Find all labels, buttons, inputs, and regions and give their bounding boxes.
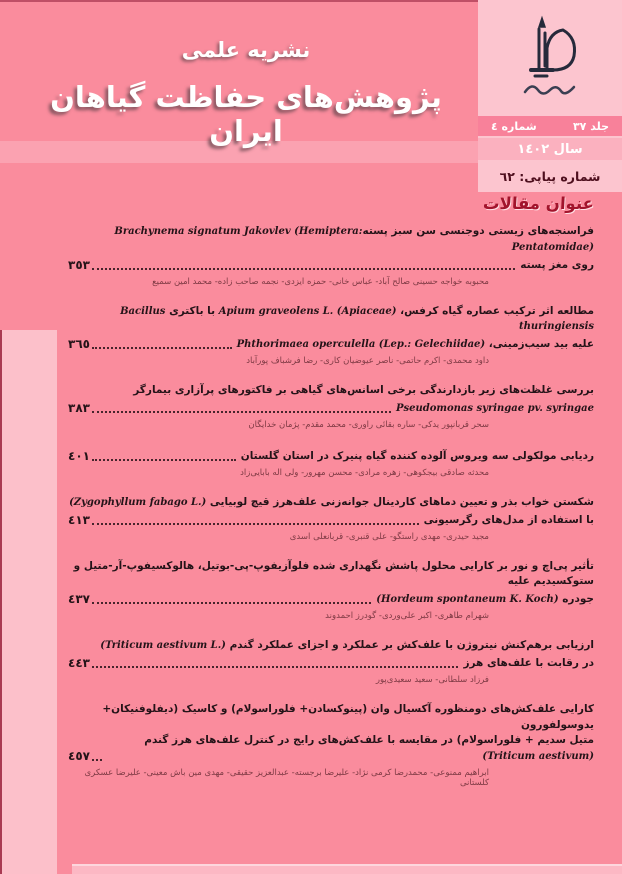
article-entry: [68, 495, 594, 542]
article-title-text: [100, 638, 594, 654]
latin-species-name: (Triticum aestivum L.): [100, 640, 226, 651]
article-title-text: [68, 304, 594, 336]
article-entry: [68, 447, 594, 478]
latin-species-name: Bacillus thuringiensis: [120, 305, 594, 333]
article-title-line: [68, 733, 594, 765]
article-entry: [68, 304, 594, 367]
authors-line: مجید حیدری- مهدی راستگو- علی قنبری- قربانعلی اسدی: [289, 531, 489, 542]
page-number: ٣٦٥: [68, 337, 90, 351]
page-number: ٣٥٣: [68, 257, 90, 272]
latin-species-name: Brachynema signatum Jakovlev (Hemiptera: Pentatomidae): [114, 226, 594, 253]
article-title-text: [463, 656, 594, 672]
page-number: ٤٥٧: [68, 748, 90, 763]
article-entry: [68, 638, 594, 685]
article-title-line: [68, 304, 594, 336]
year-band: [478, 138, 622, 160]
latin-species-name: (Zygophyllum fabago L.): [69, 496, 207, 508]
persian-title-run: علیه بید سیب‌زمینی،: [485, 338, 594, 351]
article-title-text: [68, 559, 594, 591]
page-number: ٤٤٣: [68, 655, 90, 670]
volume-issue-band: [478, 116, 622, 136]
article-title-line: [68, 559, 594, 591]
dotted-leader: [92, 523, 419, 525]
article-entry: [68, 383, 594, 430]
article-title-text: [133, 383, 594, 399]
issue-label: شماره ٤: [491, 119, 537, 133]
article-title-line: [68, 638, 594, 654]
article-title-line: [68, 383, 594, 399]
dotted-leader: [92, 666, 458, 668]
toc-heading: عنوان مقالات: [482, 194, 594, 213]
dotted-leader: [92, 759, 102, 761]
authors-line: فرزاد سلطانی- سعید سعیدی‌پور: [375, 674, 489, 685]
article-title-line: [68, 511, 594, 529]
journal-type-label: نشریه علمی: [181, 38, 311, 62]
article-entry: [68, 224, 594, 287]
persian-title-run: جودره: [558, 593, 594, 606]
left-edge-line: [0, 330, 2, 874]
latin-species-name: Phthorimaea operculella (Lep.: Gelechiidae): [236, 339, 486, 351]
persian-title-run: کارایی علف‌کش‌های دومنظوره آکسیال وان (پینوکسادن+ فلوراسولام) و کاسیک (دیفلوفنیکان+ یدوسولفورون: [102, 702, 594, 731]
article-title-line: [68, 590, 594, 608]
persian-title-run: روی مغز پسته: [520, 258, 594, 271]
dotted-leader: [92, 459, 236, 461]
dotted-leader: [92, 268, 515, 270]
year-label: سال ١٤٠٢: [517, 141, 583, 157]
left-decor-strip: [2, 330, 57, 874]
authors-line: سحر قربانپور یدکی- ساره بقائی راوری- محمد مقدم- پژمان خدایگان: [248, 419, 489, 430]
latin-species-name: (Hordeum spontaneum K. Koch): [376, 594, 559, 606]
article-title-line: [68, 495, 594, 511]
persian-title-run: تأثیر پی‌اچ و نور بر کارایی محلول پاشش نگهداری شده فلوآزیفوپ-پی-بوتیل، هالوکسیفوپ-آر-متیل و ستوکسیدیم علیه: [73, 559, 594, 588]
persian-title-run: شکستن خواب بذر و تعیین دماهای کاردینال جوانه‌زنی علف‌هرز قیچ لوبیایی: [206, 495, 594, 508]
journal-title: پژوهش‌های حفاظت گیاهان ایران: [50, 80, 442, 148]
page-number: ٤٣٧: [68, 592, 90, 606]
article-list: [68, 224, 594, 788]
dotted-leader: [92, 347, 232, 349]
persian-title-run: بررسی غلظت‌های زیر بازدارندگی برخی اسانس‌های گیاهی بر فاکتورهای پرآزاری بیمارگر: [133, 384, 594, 396]
article-title-text: [69, 495, 594, 511]
university-logo-icon: [478, 0, 622, 116]
authors-line: شهرام طاهری- اکبر علی‌وردی- گودرز احمدوند: [325, 611, 489, 621]
volume-label: جلد ٣٧: [572, 119, 609, 133]
page-number: ٣٨٣: [68, 400, 90, 415]
dotted-leader: [92, 602, 371, 604]
article-title-line: [68, 447, 594, 465]
persian-title-run: ردیابی مولکولی سه ویروس آلوده کننده گیاه پنیرک در استان گلستان: [240, 450, 594, 462]
latin-species-name: Pseudomonas syringae pv. syringae: [395, 403, 594, 414]
article-title-text: [68, 702, 594, 734]
authors-line: داود محمدی- اکرم حاتمی- ناصر عیوضیان کاری- رضا فرشباف پورآباد: [246, 356, 489, 366]
persian-title-run: با استفاده از مدل‌های رگرسیونی: [423, 513, 594, 526]
table-of-contents: [68, 194, 594, 860]
persian-title-run: با باکتری: [165, 304, 219, 317]
article-title-text: [520, 258, 594, 274]
persian-title-run: فراسنجه‌های زیستی دوجنسی سن سبز پسته: [362, 225, 594, 237]
article-entry: [68, 702, 594, 788]
article-entry: [68, 559, 594, 622]
latin-species-name: Apium graveolens L. (Apiaceae): [218, 305, 397, 317]
page-number: ٤١٣: [68, 512, 90, 527]
article-title-line: [68, 399, 594, 417]
issue-info-panel: [478, 0, 622, 192]
authors-line: محبوبه خواجه حسینی صالح آباد- عباس خانی- حمزه ایزدی- نجمه صاحب زاده- محمد امین سمیع: [152, 276, 489, 287]
authors-line: ابراهیم ممنوعی- محمدرضا کرمی نژاد- علیرضا برجسته- عبدالعزیز حقیقی- مهدی مین باش معینی- علیرضا عسکری کلستانی: [84, 767, 489, 788]
article-title-text: [396, 401, 594, 417]
persian-title-run: مطالعه اثر ترکیب عصاره گیاه کرفس،: [396, 304, 594, 317]
authors-line: محدثه صادقی بیجکوهی- زهره مرادی- محسن مهرور- ولی اله بابایی‌زاد: [240, 467, 489, 478]
article-title-text: [241, 449, 594, 465]
article-title-line: [68, 256, 594, 274]
journal-header: [30, 38, 462, 148]
article-title-text: [107, 733, 594, 765]
persian-title-run: در رقابت با علف‌های هرز: [463, 657, 594, 669]
latin-species-name: (Triticum aestivum): [482, 751, 594, 762]
persian-title-run: متیل سدیم + فلوراسولام) در مقایسه با علف‌کش‌های رایج در کنترل علف‌های هرز گندم: [144, 734, 594, 747]
article-title-line: [68, 702, 594, 734]
article-title-text: [376, 592, 594, 608]
persian-title-run: ارزیابی برهم‌کنش نیتروژن با علف‌کش بر عملکرد و اجزای عملکرد گندم: [225, 639, 594, 651]
article-title-text: [68, 224, 594, 256]
page-number: ٤٠١: [68, 448, 90, 463]
article-title-text: [424, 513, 594, 529]
dotted-leader: [92, 411, 391, 413]
bottom-decor-strip: [72, 864, 622, 874]
article-title-line: [68, 224, 594, 256]
serial-number-label: شماره پیاپی: ٦٢: [499, 168, 601, 184]
article-title-line: [68, 335, 594, 353]
article-title-text: [237, 337, 594, 353]
article-title-line: [68, 654, 594, 672]
